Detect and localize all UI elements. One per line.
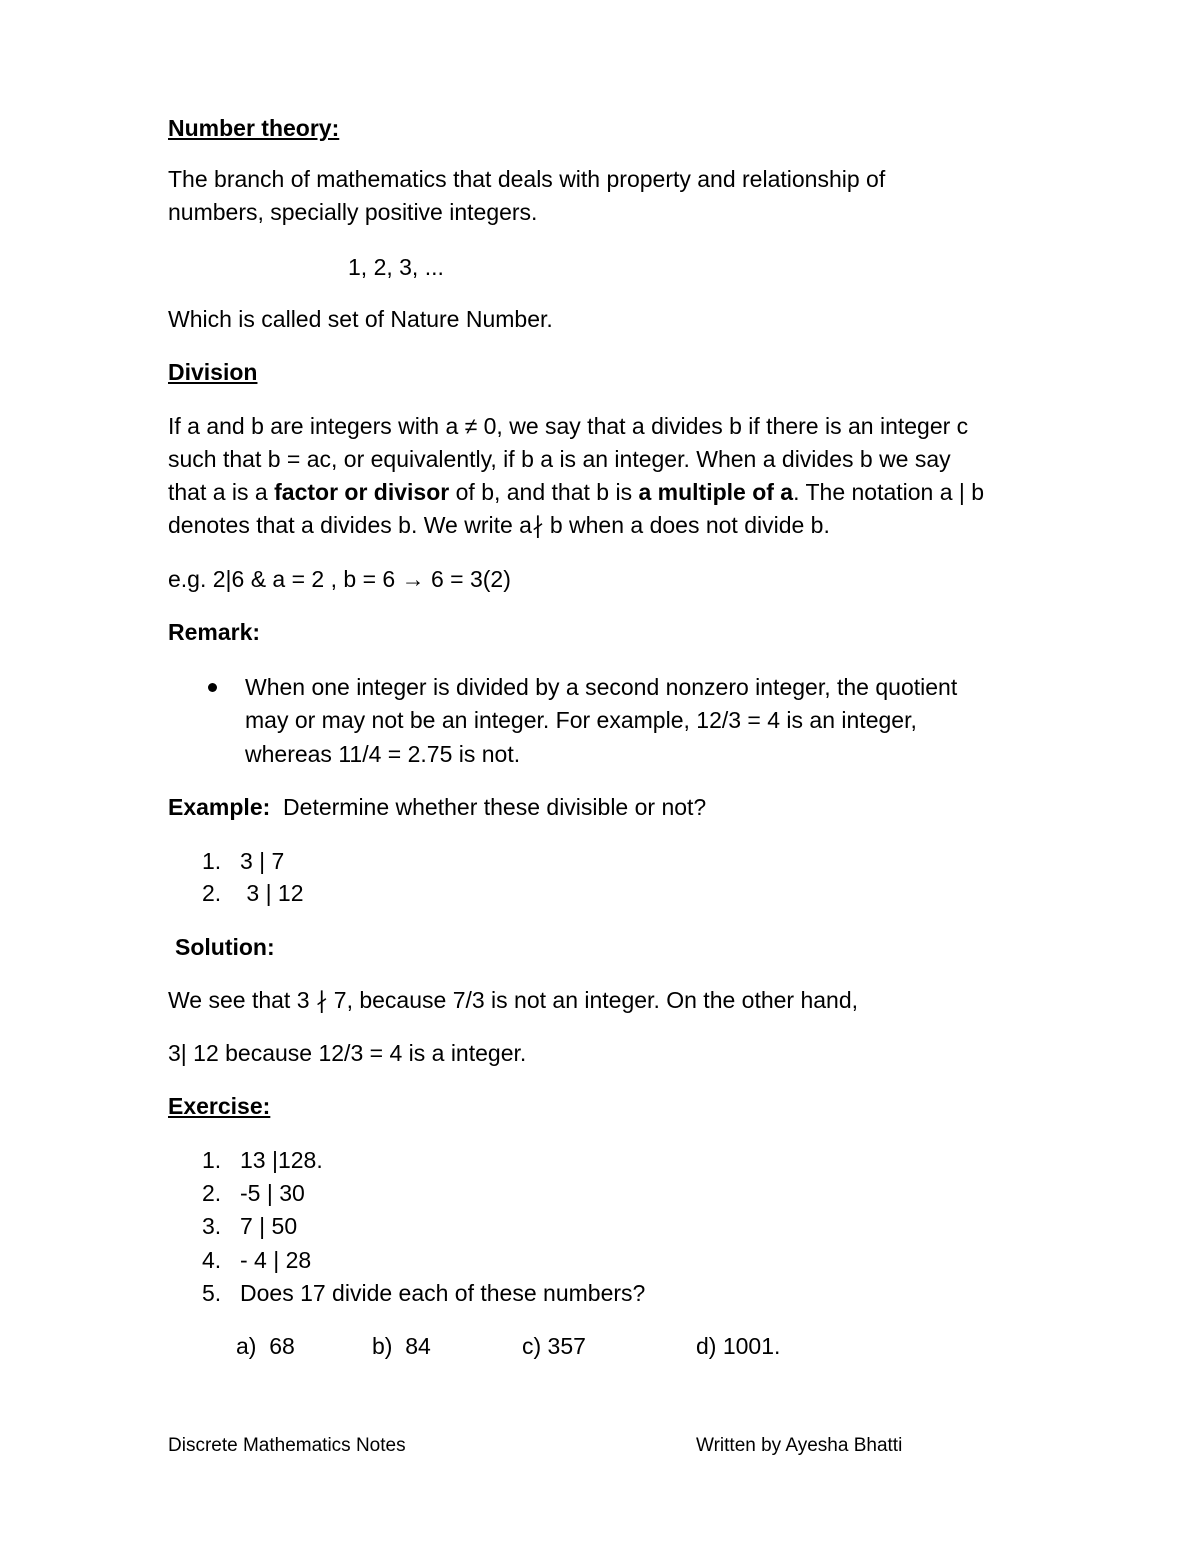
sequence-line: 1, 2, 3, ... (348, 254, 444, 280)
exercise-heading: Exercise: (168, 1093, 271, 1119)
exercise-item-4-number: 4. (202, 1247, 222, 1273)
division-line-3-part-1: that a is a (168, 479, 275, 505)
multiple-term: a multiple of a (638, 479, 794, 505)
page-title: Number theory: (168, 115, 340, 141)
remark-line-1: When one integer is divided by a second nonzero integer, the quotient (245, 674, 958, 700)
division-line-3 (168, 476, 984, 509)
exercise-item-3-text: 7 | 50 (240, 1213, 298, 1239)
exercise-item-1-text: 13 |128. (240, 1147, 323, 1173)
example-item-1-text: 3 | 7 (240, 848, 285, 874)
remark-heading: Remark: (168, 619, 261, 645)
exercise-item-1-number: 1. (202, 1147, 222, 1173)
example-item-2-text: 3 | 12 (240, 880, 304, 906)
intro-line-2: numbers, specially positive integers. (168, 199, 538, 225)
solution-heading: Solution: (175, 934, 275, 960)
solution-line-1: We see that 3 ∤ 7, because 7/3 is not an integer. On the other hand, (168, 987, 859, 1013)
solution-line-2: 3| 12 because 12/3 = 4 is a integer. (168, 1040, 527, 1066)
exercise-item-3-number: 3. (202, 1213, 222, 1239)
exercise-item-2-number: 2. (202, 1180, 222, 1206)
subpart-b: b) 84 (372, 1333, 431, 1359)
example-item-2-number: 2. (202, 880, 222, 906)
exercise-item-5-text: Does 17 divide each of these numbers? (240, 1280, 646, 1306)
subpart-c: c) 357 (522, 1333, 586, 1359)
nature-number-line: Which is called set of Nature Number. (168, 306, 553, 332)
division-line-4: denotes that a divides b. We write a∤ b when a does not divide b. (168, 512, 830, 538)
division-heading: Division (168, 359, 258, 385)
example-eg-line: e.g. 2|6 & a = 2 , b = 6 → 6 = 3(2) (168, 566, 511, 592)
factor-divisor-term: factor or divisor (274, 479, 450, 505)
division-line-3-part-3: . The notation a | b (793, 479, 985, 505)
example-label: Example: (168, 794, 271, 820)
exercise-item-5-number: 5. (202, 1280, 222, 1306)
exercise-item-4-text: - 4 | 28 (240, 1247, 312, 1273)
example-line (168, 791, 706, 824)
example-text: Determine whether these divisible or not? (270, 794, 707, 820)
exercise-item-2-text: -5 | 30 (240, 1180, 305, 1206)
division-line-1: If a and b are integers with a ≠ 0, we say that a divides b if there is an integer c (168, 413, 969, 439)
bullet-icon (208, 683, 217, 692)
intro-line-1: The branch of mathematics that deals with property and relationship of (168, 166, 886, 192)
example-item-1-number: 1. (202, 848, 222, 874)
remark-line-3: whereas 11/4 = 2.75 is not. (245, 741, 521, 767)
footer-left: Discrete Mathematics Notes (168, 1435, 406, 1456)
division-line-3-part-2: of b, and that b is (449, 479, 639, 505)
footer-right: Written by Ayesha Bhatti (696, 1435, 903, 1456)
division-line-2: such that b = ac, or equivalently, if b a is an integer. When a divides b we say (168, 446, 951, 472)
remark-line-2: may or may not be an integer. For example, 12/3 = 4 is an integer, (245, 707, 917, 733)
subpart-a: a) 68 (236, 1333, 295, 1359)
subpart-d: d) 1001. (696, 1333, 781, 1359)
